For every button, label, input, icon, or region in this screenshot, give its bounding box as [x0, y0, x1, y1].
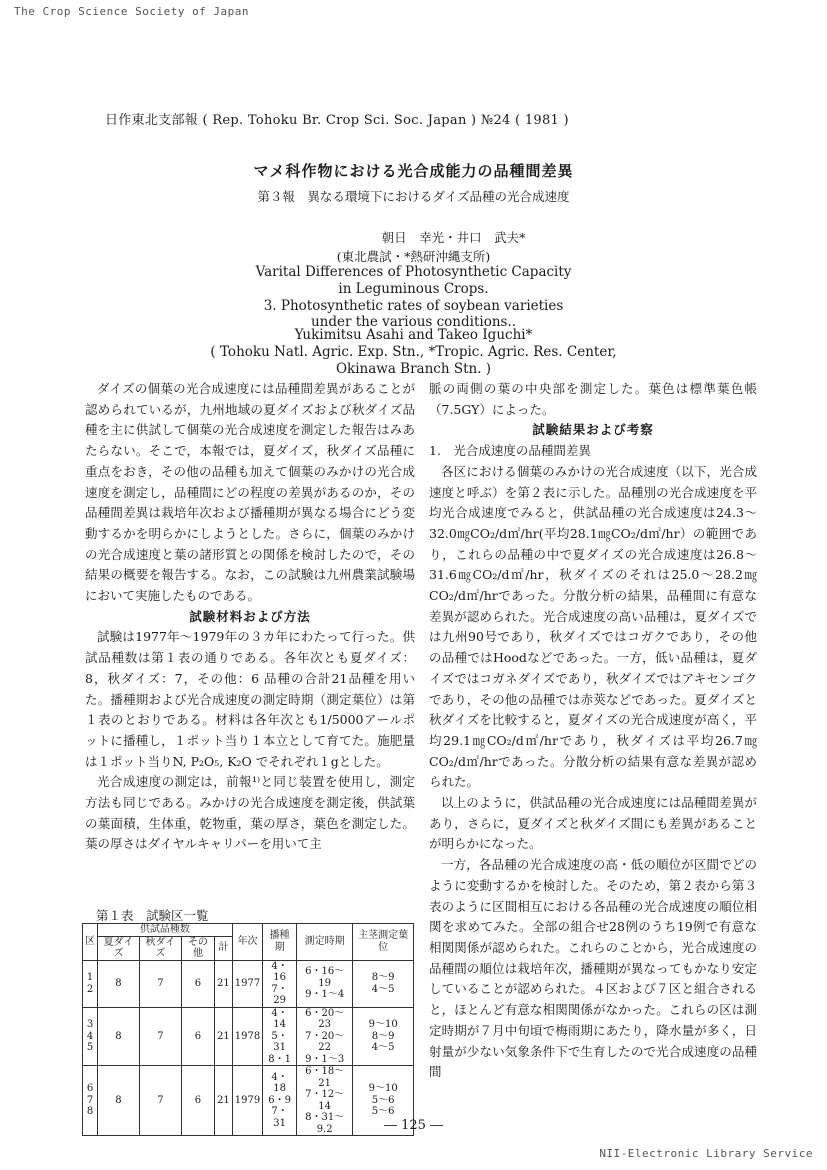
cell-line: 8・31～9.2	[305, 1112, 345, 1135]
header-measure: 測定時期	[296, 924, 352, 961]
cell-leaf	[353, 960, 414, 1007]
table-row	[83, 960, 414, 1007]
cell-year: 1977	[232, 960, 262, 1007]
cell-other: 6	[181, 1007, 214, 1066]
cell-summer: 8	[98, 960, 140, 1007]
table-caption: 第１表 試験区一覧	[96, 908, 209, 923]
header-year: 年次	[232, 924, 262, 961]
cell-line: 3	[86, 1019, 94, 1030]
cell-line: 5・31	[271, 1030, 288, 1053]
cell-line: 4・18	[271, 1071, 288, 1095]
section-heading: 1. 光合成速度の品種間差異	[429, 443, 591, 459]
methods-paragraph: 試験は1977年～1979年の３カ年にわたって行った。供試品種数は第１表の通りである。各年次とも夏ダイズ：8，秋ダイズ：7，その他：6 品種の合計21品種を用いた。播種期および光合成速度の測定時期（測定葉位）は第１表のとおりである。材料は各年次とも1/5000アールポットに播種し，１ポット当り１本立として育てた。施肥量は１ポット当りN, P₂O₅, K₂O でそれぞれ１gとした。	[85, 629, 415, 769]
cell-autumn: 7	[139, 1066, 181, 1136]
cell-ku	[83, 960, 98, 1007]
header-sowing: 播種期	[263, 924, 297, 961]
page-number: ― 125 ―	[383, 1118, 444, 1133]
cell-sowing	[263, 1007, 297, 1066]
cell-line: 9～10	[368, 1019, 398, 1030]
cell-line: 6・20～23	[305, 1007, 345, 1030]
header-summer: 夏ダイズ	[98, 936, 140, 960]
cell-line: 7・29	[271, 983, 288, 1006]
journal-header: 日作東北支部報 ( Rep. Tohoku Br. Crop Sci. Soc. Japan ) №24 ( 1981 )	[105, 113, 569, 128]
cell-line: 9・1～4	[305, 989, 345, 1001]
results-paragraph: 各区における個葉のみかけの光合成速度（以下，光合成速度と呼ぶ）を第２表に示した。品種別の光合成速度を平均光合成速度でみると，供試品種の光合成速度は24.3～32.0㎎CO₂/d㎡/hr(平均28.1㎎CO₂/d㎡/hr）の範囲であり，これらの品種の中で夏ダイズの光合成速度は26.8～31.6㎎CO₂/d㎡/hr，秋ダイズのそれは25.0～28.2㎎CO₂/d㎡/hrであった。分散分析の結果，品種間に有意な差異が認められた。光合成速度の高い品種は，夏ダイズでは九州90号であり，秋ダイズではコガクであり，その他の品種ではHoodなどであった。一方，低い品種は，夏ダイズではコガネダイズであり，秋ダイズではアキセンゴクであり，その他の品種では赤莢などであった。夏ダイズと秋ダイズを比較すると，夏ダイズの光合成速度が高く，平均29.1㎎CO₂/d㎡/hrであり，秋ダイズは平均26.7㎎CO₂/d㎡/hrであった。分散分析の結果有意な差異が認められた。	[429, 463, 757, 790]
english-title-line: under the various conditions..	[310, 314, 517, 331]
cell-autumn: 7	[139, 960, 181, 1007]
authors-en: Yukimitsu Asahi and Takeo Iguchi*	[294, 327, 533, 343]
table-row	[83, 1007, 414, 1066]
cell-line: 9～10	[368, 1083, 398, 1095]
cell-total: 21	[215, 1007, 233, 1066]
authors-jp: 朝日 幸光・井口 武夫*	[381, 230, 526, 245]
english-title-line: 3. Photosynthetic rates of soybean varieties	[263, 297, 564, 314]
cell-measure	[296, 960, 352, 1007]
cell-line: 5～6	[371, 1094, 395, 1106]
affiliation-en	[0, 344, 827, 378]
cell-line: 6・16～19	[305, 966, 345, 989]
results-paragraph: 以上のように，供試品種の光合成速度には品種間差異があり，さらに，夏ダイズと秋ダイズ間にも差異があることが明らかになった。	[429, 795, 757, 852]
header-other: その他	[181, 936, 214, 960]
cell-line: 8・1	[268, 1053, 291, 1065]
cell-line: 6	[86, 1083, 94, 1095]
table-experimental-plots	[82, 923, 414, 1136]
cell-line: 5	[86, 1042, 94, 1053]
cell-line: 2	[86, 983, 94, 995]
methods-heading: 試験材料および方法	[189, 608, 311, 624]
header-autumn: 秋ダイズ	[139, 936, 181, 960]
cell-year: 1979	[232, 1066, 262, 1136]
cell-summer: 8	[98, 1007, 140, 1066]
cell-leaf	[353, 1007, 414, 1066]
cell-ku	[83, 1007, 98, 1066]
english-title-line: Varital Differences of Photosynthetic Capacity	[255, 264, 572, 280]
cell-line: 4	[86, 1030, 94, 1042]
cell-measure	[296, 1007, 352, 1066]
header-ku: 区	[83, 924, 98, 961]
cell-other: 6	[181, 1066, 214, 1136]
cell-line: 8	[86, 1106, 94, 1118]
results-heading: 試験結果および考察	[532, 422, 654, 438]
cell-line: 4～5	[371, 1042, 395, 1053]
cell-line: 1	[86, 972, 94, 983]
english-title-line: in Leguminous Crops.	[338, 280, 489, 297]
intro-paragraph: ダイズの個葉の光合成速度には品種間差異があることが認められているが，九州地域の夏ダイズおよび秋ダイズ品種を主に供試して個葉の光合成速度を測定した報告はみあたらない。そこで，本報では，夏ダイズ，秋ダイズ品種に重点をおき，その他の品種も加えて個葉のみかけの光合成速度を測定し，品種間にどの程度の差異があるのか，その品種間差異は栽培年次および播種期が異なる場合にどう変動するかを明らかにしようとした。さらに，個葉のみかけの光合成速度と葉の諸形質との関係を検討したので，その結果の概要を報告する。なお，この試験は九州農業試験場において実施したものである。	[85, 381, 415, 604]
society-watermark: The Crop Science Society of Japan	[14, 5, 250, 18]
cell-autumn: 7	[139, 1007, 181, 1066]
right-column	[429, 379, 757, 1083]
english-title	[0, 264, 827, 331]
cell-total: 21	[215, 960, 233, 1007]
cell-other: 6	[181, 960, 214, 1007]
cell-line: 7・20～22	[305, 1030, 345, 1053]
header-varieties: 供試品種数	[98, 924, 233, 937]
cell-summer: 8	[98, 1066, 140, 1136]
library-service-footer: NII-Electronic Library Service	[599, 1147, 813, 1160]
cell-line: 7	[86, 1094, 94, 1106]
page-subtitle: 第３報 異なる環境下におけるダイズ品種の光合成速度	[257, 189, 570, 204]
cell-line: 4・14	[271, 1007, 288, 1030]
cell-line: 6・18～21	[305, 1066, 345, 1089]
cell-line: 4～5	[371, 983, 395, 995]
page-title: マメ科作物における光合成能力の品種間差異	[253, 162, 574, 180]
left-column	[85, 379, 415, 855]
cell-line: 4・16	[271, 960, 288, 983]
cell-line: 8～9	[371, 1030, 395, 1042]
header-leaf: 主茎測定葉位	[353, 924, 414, 961]
results-paragraph: 一方，各品種の光合成速度の高・低の順位が区間でどのように変動するかを検討した。そのため，第２表から第３表のように区間相互における各品種の光合成速度の順位相関を求めてみた。全部の組合せ28例のうち19例で有意な相関関係が認められた。これらのことから，光合成速度の品種間の順位は栽培年次，播種期が異なってもかなり安定していることが認められた。４区および７区と組合されると，ほとんど有意な相関関係がなかった。これらの区は測定時期が７月中旬頃で梅雨期にあたり，降水量が多く，日射量が少ない気象条件下で生育したので光合成速度の品種間	[429, 857, 757, 1080]
header-total: 計	[215, 936, 233, 960]
affiliation-jp: (東北農試・*熱研沖縄支所)	[336, 249, 491, 264]
affiliation-en-line: ( Tohoku Natl. Agric. Exp. Stn., *Tropic. Agric. Res. Center,	[210, 344, 617, 360]
cell-line: 5～6	[371, 1106, 395, 1118]
cell-total: 21	[215, 1066, 233, 1136]
cell-line: 7・31	[271, 1106, 288, 1129]
cell-sowing	[263, 960, 297, 1007]
cell-line: 6・9	[268, 1094, 291, 1106]
methods-paragraph: 光合成速度の測定は，前報¹⁾と同じ装置を使用し，測定方法も同じである。みかけの光合成速度を測定後，供試葉の葉面積，生体重，乾物重，葉の厚さ，葉色を測定した。葉の厚さはダイヤルキャリパーを用いて主	[85, 774, 415, 852]
cell-year: 1978	[232, 1007, 262, 1066]
continued-paragraph: 脈の両側の葉の中央部を測定した。葉色は標準葉色帳（7.5GY）によった。	[429, 381, 757, 417]
cell-line: 9・1～3	[305, 1053, 345, 1065]
affiliation-en-line: Okinawa Branch Stn. )	[335, 360, 492, 377]
cell-line: 7・12～14	[305, 1089, 345, 1112]
cell-line: 8～9	[371, 972, 395, 983]
